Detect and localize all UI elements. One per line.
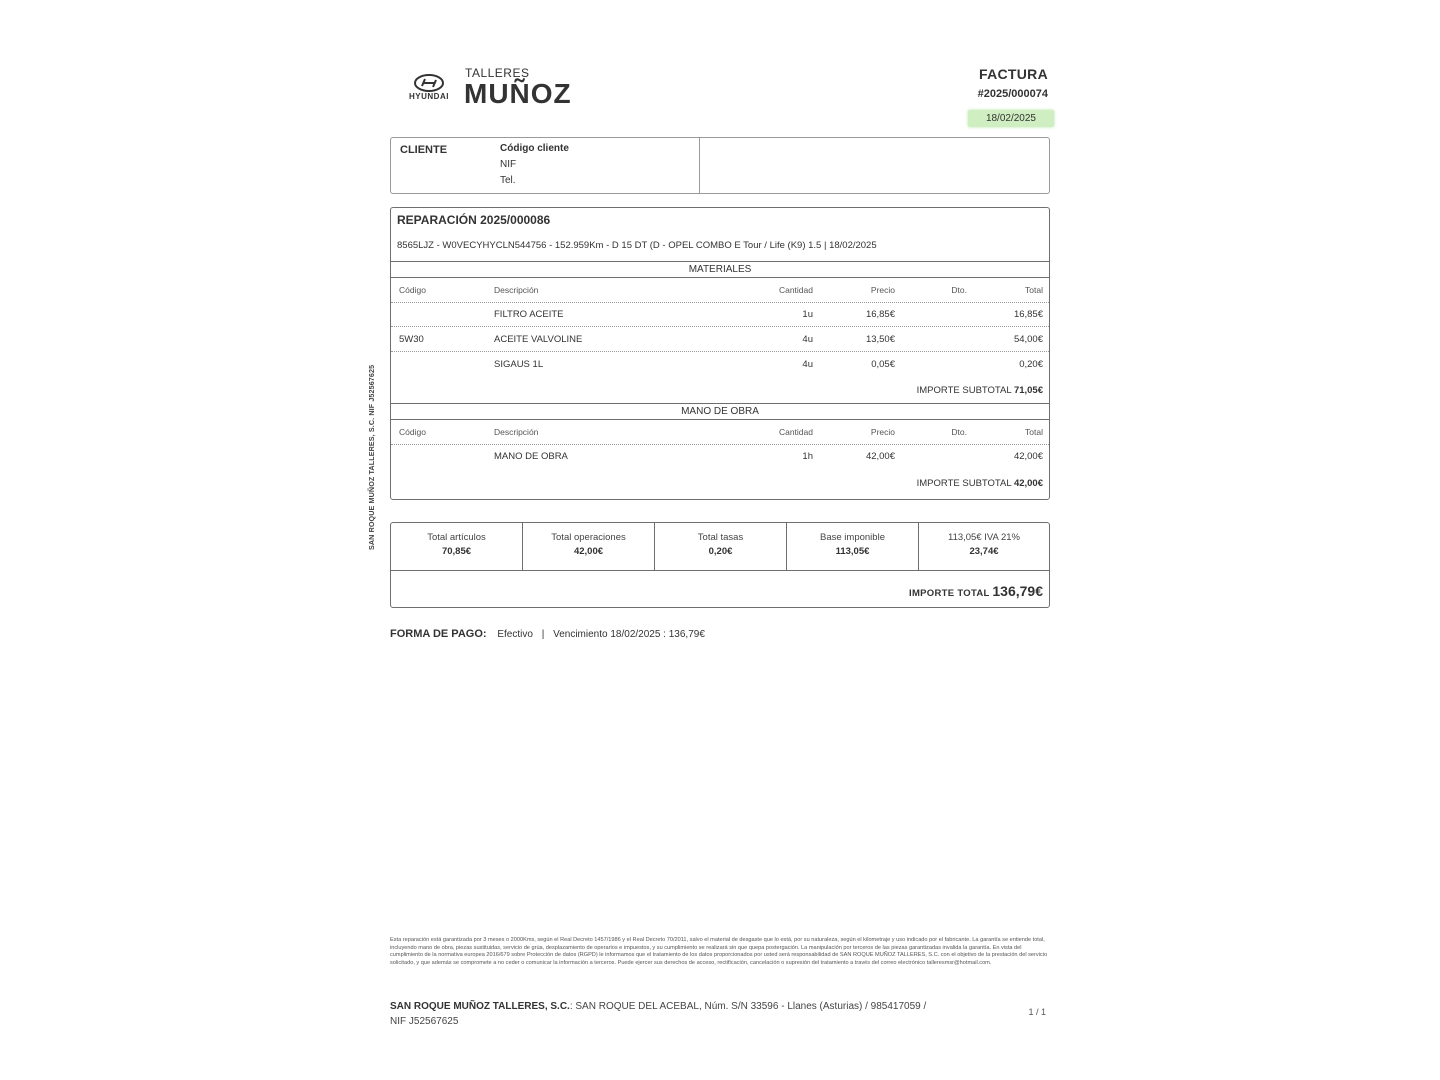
total-label: Total operaciones: [551, 532, 626, 543]
total-value: 23,74€: [969, 546, 999, 557]
total-value: 113,05€: [835, 546, 870, 557]
column-code: Código: [399, 285, 426, 295]
row-desc: MANO DE OBRA: [494, 451, 568, 462]
brand-name: MUÑOZ: [464, 78, 572, 109]
client-nif-label: NIF: [500, 159, 517, 170]
column-dto: Dto.: [951, 285, 967, 295]
total-label: Total tasas: [697, 532, 744, 543]
column-total: Total: [1025, 285, 1043, 295]
subtotal-label: IMPORTE SUBTOTAL: [916, 385, 1012, 396]
invoice-date: 18/02/2025: [968, 110, 1054, 127]
row-price: 42,00€: [865, 451, 895, 462]
client-box-divider: [699, 138, 700, 193]
payment-due: Vencimiento 18/02/2025 : 136,79€: [553, 629, 705, 640]
row-total: 0,20€: [1019, 359, 1043, 370]
total-value: 70,85€: [441, 546, 472, 557]
subtotal-value: 42,00€: [1013, 478, 1043, 489]
column-dto: Dto.: [951, 427, 967, 437]
payment-info: [390, 628, 705, 640]
client-code-label: Código cliente: [500, 143, 569, 154]
column-code: Código: [399, 427, 426, 437]
payment-method: Efectivo: [497, 629, 533, 640]
labor-header: MANO DE OBRA: [391, 403, 1049, 420]
table-row: [391, 302, 1049, 327]
row-code: 5W30: [399, 334, 424, 345]
total-label: 113,05€ IVA 21%: [947, 532, 1020, 543]
invoice-number: #2025/000074: [977, 88, 1048, 100]
table-row: [391, 352, 1049, 376]
subtotal-value: 71,05€: [1013, 385, 1043, 396]
total-taxes: [655, 523, 787, 570]
vehicle-info: 8565LJZ - W0VECYHYCLN544756 - 152.959Km - D 15 DT (D - OPEL COMBO E Tour / Life (K9) 1.5 | 18/02/2025: [397, 240, 877, 251]
row-qty: 4u: [802, 359, 813, 370]
grand-total-value: 136,79€: [992, 583, 1043, 599]
repair-title: REPARACIÓN 2025/000086: [397, 213, 551, 227]
tax-base: [787, 523, 919, 570]
row-qty: 4u: [802, 334, 813, 345]
row-price: 16,85€: [865, 309, 895, 320]
client-tel-label: Tel.: [500, 175, 516, 186]
payment-label: FORMA DE PAGO:: [390, 628, 487, 640]
side-company-text: SAN ROQUE MUÑOZ TALLERES, S.C. NIF J52567625: [367, 364, 376, 550]
row-qty: 1u: [802, 309, 813, 320]
footer-nif: NIF J52567625: [390, 1016, 459, 1027]
materials-column-headers: [391, 278, 1049, 303]
total-label: Total artículos: [427, 532, 486, 543]
row-total: 16,85€: [1013, 309, 1043, 320]
logo-word: HYUNDAI: [409, 92, 449, 101]
column-price: Precio: [870, 427, 895, 437]
table-row: [391, 327, 1049, 352]
hyundai-logo: [398, 74, 454, 104]
totals-separator: [391, 570, 1049, 571]
totals-box: [390, 522, 1050, 608]
column-qty: Cantidad: [778, 285, 813, 295]
row-price: 0,05€: [871, 359, 895, 370]
client-box: [390, 137, 1050, 194]
client-label: CLIENTE: [400, 144, 448, 156]
table-row: [391, 444, 1049, 468]
footer-company: SAN ROQUE MUÑOZ TALLERES, S.C.: [390, 1001, 570, 1012]
row-price: 13,50€: [865, 334, 895, 345]
row-desc: SIGAUS 1L: [494, 359, 544, 370]
brand-top: TALLERES: [465, 66, 530, 80]
footer-address: : SAN ROQUE DEL ACEBAL, Núm. S/N 33596 - Llanes (Asturias) / 985417059 /: [569, 1001, 927, 1012]
document-type: FACTURA: [979, 66, 1048, 82]
vat-amount: [919, 523, 1049, 570]
row-qty: 1h: [802, 451, 813, 462]
page-number: 1 / 1: [1028, 1007, 1046, 1017]
row-total: 42,00€: [1013, 451, 1043, 462]
row-desc: FILTRO ACEITE: [494, 309, 564, 320]
row-total: 54,00€: [1013, 334, 1043, 345]
invoice-page: [390, 60, 1050, 1040]
repair-box: [390, 207, 1050, 500]
legal-notice: Esta reparación está garantizada por 3 meses o 2000Kms, según el Real Decreto 1457/1986 y el Real Decreto 70/2011, salvo el material de desgaste que lo está, por su naturaleza, según el kilometraje y uso indicado por el fabricante. La garantía se entiende total, incluyendo mano de obra, piezas sustituidas, servicio de grúa, desplazamiento de operarios e impuestos, y su cumplimiento se realizará sin que quepa postergación. La manipulación por terceros de las piezas garantizadas invalida la garantía. En vista del cumplimiento de la normativa europea 2016/679 sobre Protección de datos (RGPD) le informamos que el tratamiento de los datos proporcionados por usted será responsabilidad de SAN ROQUE MUÑOZ TALLERES, S.C. con el objetivo de la prestación del servicio solicitado, y que además se compromete a no ceder o comunicar la información a terceros. Puede ejercer sus derechos de acceso, rectificación, cancelación o supresión del tratamiento a través del correo electrónico talleresmsr@hotmail.com.: [390, 937, 1048, 967]
column-total: Total: [1025, 427, 1043, 437]
materials-header: MATERIALES: [391, 261, 1049, 278]
total-label: Base imponible: [820, 532, 885, 543]
labor-column-headers: [391, 420, 1049, 445]
footer: [390, 999, 960, 1029]
column-price: Precio: [870, 285, 895, 295]
total-operations: [523, 523, 655, 570]
grand-total-label: IMPORTE TOTAL: [909, 588, 990, 599]
grand-total: [909, 583, 1043, 599]
materials-subtotal: [917, 385, 1043, 396]
total-items: [391, 523, 523, 570]
column-desc: Descripción: [494, 285, 539, 295]
labor-subtotal: [917, 478, 1043, 489]
row-desc: ACEITE VALVOLINE: [494, 334, 583, 345]
column-desc: Descripción: [494, 427, 539, 437]
payment-separator: |: [541, 629, 545, 640]
subtotal-label: IMPORTE SUBTOTAL: [916, 478, 1012, 489]
column-qty: Cantidad: [778, 427, 813, 437]
total-value: 0,20€: [708, 546, 733, 557]
total-value: 42,00€: [573, 546, 604, 557]
